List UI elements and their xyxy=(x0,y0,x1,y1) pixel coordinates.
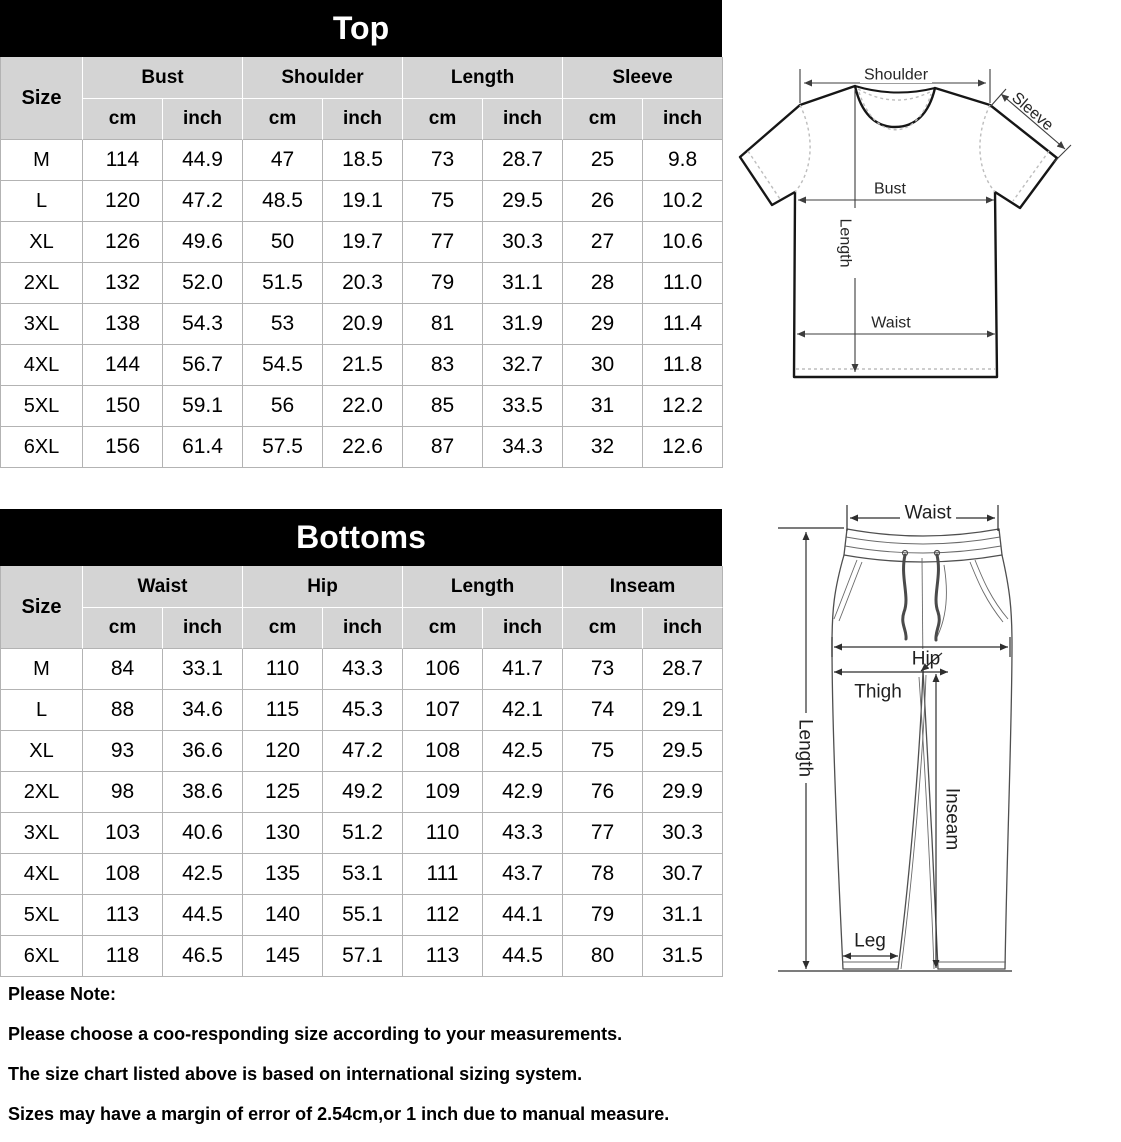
note-line-1: Please choose a coo-responding size according to your measurements. xyxy=(8,1024,623,1044)
waist-dimension xyxy=(847,502,998,531)
value-cell: 110 xyxy=(243,649,323,690)
note-line-3: Sizes may have a margin of error of 2.54cm,or 1 inch due to manual measure. xyxy=(8,1104,670,1124)
unit-header-row xyxy=(1,99,723,140)
measure-group-header: Hip xyxy=(243,566,403,608)
unit-header: cm xyxy=(83,608,163,649)
value-cell: 48.5 xyxy=(243,181,323,222)
value-cell: 20.3 xyxy=(323,263,403,304)
value-cell: 26 xyxy=(563,181,643,222)
unit-header: cm xyxy=(563,608,643,649)
value-cell: 114 xyxy=(83,140,163,181)
size-cell: 6XL xyxy=(1,427,83,468)
value-cell: 85 xyxy=(403,386,483,427)
value-cell: 130 xyxy=(243,813,323,854)
thigh-dimension xyxy=(834,672,948,703)
value-cell: 57.5 xyxy=(243,427,323,468)
measure-group-header: Length xyxy=(403,57,563,99)
value-cell: 51.5 xyxy=(243,263,323,304)
value-cell: 31.1 xyxy=(643,895,723,936)
value-cell: 52.0 xyxy=(163,263,243,304)
value-cell: 120 xyxy=(243,731,323,772)
value-cell: 59.1 xyxy=(163,386,243,427)
size-cell: M xyxy=(1,649,83,690)
value-cell: 51.2 xyxy=(323,813,403,854)
value-cell: 73 xyxy=(563,649,643,690)
value-cell: 43.3 xyxy=(323,649,403,690)
value-cell: 22.6 xyxy=(323,427,403,468)
value-cell: 28 xyxy=(563,263,643,304)
value-cell: 31 xyxy=(563,386,643,427)
value-cell: 38.6 xyxy=(163,772,243,813)
value-cell: 47.2 xyxy=(323,731,403,772)
bottoms-size-table xyxy=(0,509,722,977)
value-cell: 113 xyxy=(403,936,483,977)
size-cell: 4XL xyxy=(1,854,83,895)
size-cell: 4XL xyxy=(1,345,83,386)
value-cell: 21.5 xyxy=(323,345,403,386)
value-cell: 49.6 xyxy=(163,222,243,263)
value-cell: 76 xyxy=(563,772,643,813)
value-cell: 74 xyxy=(563,690,643,731)
table-row xyxy=(1,649,723,690)
tshirt-measurement-diagram xyxy=(720,50,1090,390)
hip-dimension xyxy=(832,637,1010,671)
value-cell: 57.1 xyxy=(323,936,403,977)
measure-group-header: Waist xyxy=(83,566,243,608)
value-cell: 125 xyxy=(243,772,323,813)
unit-header: inch xyxy=(643,608,723,649)
unit-header: inch xyxy=(483,99,563,140)
value-cell: 138 xyxy=(83,304,163,345)
unit-header-row xyxy=(1,608,723,649)
value-cell: 32.7 xyxy=(483,345,563,386)
measure-group-header: Shoulder xyxy=(243,57,403,99)
value-cell: 132 xyxy=(83,263,163,304)
size-column-header: Size xyxy=(1,57,83,140)
value-cell: 103 xyxy=(83,813,163,854)
value-cell: 44.9 xyxy=(163,140,243,181)
unit-header: inch xyxy=(323,608,403,649)
value-cell: 28.7 xyxy=(643,649,723,690)
value-cell: 29 xyxy=(563,304,643,345)
value-cell: 75 xyxy=(403,181,483,222)
value-cell: 25 xyxy=(563,140,643,181)
value-cell: 107 xyxy=(403,690,483,731)
value-cell: 29.9 xyxy=(643,772,723,813)
size-cell: M xyxy=(1,140,83,181)
value-cell: 41.7 xyxy=(483,649,563,690)
unit-header: inch xyxy=(643,99,723,140)
value-cell: 144 xyxy=(83,345,163,386)
value-cell: 93 xyxy=(83,731,163,772)
table-row xyxy=(1,690,723,731)
bottoms-table-grid xyxy=(0,566,723,977)
pants-pockets xyxy=(834,560,1008,622)
value-cell: 108 xyxy=(403,731,483,772)
inseam-label: Inseam xyxy=(941,787,963,851)
value-cell: 31.5 xyxy=(643,936,723,977)
value-cell: 115 xyxy=(243,690,323,731)
size-column-header: Size xyxy=(1,566,83,649)
value-cell: 83 xyxy=(403,345,483,386)
value-cell: 109 xyxy=(403,772,483,813)
top-table-title: Top xyxy=(0,0,722,57)
value-cell: 29.1 xyxy=(643,690,723,731)
value-cell: 12.6 xyxy=(643,427,723,468)
value-cell: 54.3 xyxy=(163,304,243,345)
size-cell: 5XL xyxy=(1,895,83,936)
value-cell: 112 xyxy=(403,895,483,936)
top-table-grid xyxy=(0,57,723,468)
waist-label: Waist xyxy=(904,502,952,524)
value-cell: 113 xyxy=(83,895,163,936)
size-cell: 3XL xyxy=(1,813,83,854)
value-cell: 79 xyxy=(563,895,643,936)
table-row xyxy=(1,345,723,386)
value-cell: 49.2 xyxy=(323,772,403,813)
value-cell: 12.2 xyxy=(643,386,723,427)
unit-header: inch xyxy=(163,608,243,649)
value-cell: 56 xyxy=(243,386,323,427)
value-cell: 55.1 xyxy=(323,895,403,936)
value-cell: 34.6 xyxy=(163,690,243,731)
value-cell: 44.5 xyxy=(483,936,563,977)
size-cell: 2XL xyxy=(1,263,83,304)
size-cell: XL xyxy=(1,731,83,772)
leg-dimension xyxy=(843,930,898,956)
notes-heading: Please Note: xyxy=(8,984,117,1004)
table-row xyxy=(1,222,723,263)
value-cell: 40.6 xyxy=(163,813,243,854)
value-cell: 156 xyxy=(83,427,163,468)
value-cell: 56.7 xyxy=(163,345,243,386)
pants-measurement-diagram xyxy=(720,495,1120,995)
unit-header: inch xyxy=(163,99,243,140)
value-cell: 84 xyxy=(83,649,163,690)
value-cell: 61.4 xyxy=(163,427,243,468)
notes-section xyxy=(8,982,768,1142)
value-cell: 135 xyxy=(243,854,323,895)
value-cell: 54.5 xyxy=(243,345,323,386)
unit-header: cm xyxy=(403,99,483,140)
value-cell: 30.3 xyxy=(643,813,723,854)
table-row xyxy=(1,386,723,427)
value-cell: 27 xyxy=(563,222,643,263)
value-cell: 43.3 xyxy=(483,813,563,854)
value-cell: 120 xyxy=(83,181,163,222)
value-cell: 10.2 xyxy=(643,181,723,222)
value-cell: 78 xyxy=(563,854,643,895)
value-cell: 11.0 xyxy=(643,263,723,304)
value-cell: 45.3 xyxy=(323,690,403,731)
value-cell: 98 xyxy=(83,772,163,813)
top-size-table xyxy=(0,0,722,468)
unit-header: cm xyxy=(403,608,483,649)
value-cell: 126 xyxy=(83,222,163,263)
size-cell: L xyxy=(1,181,83,222)
value-cell: 43.7 xyxy=(483,854,563,895)
value-cell: 108 xyxy=(83,854,163,895)
pants-drawstring xyxy=(903,551,940,641)
table-row xyxy=(1,181,723,222)
value-cell: 73 xyxy=(403,140,483,181)
value-cell: 20.9 xyxy=(323,304,403,345)
table-row xyxy=(1,895,723,936)
value-cell: 87 xyxy=(403,427,483,468)
waist-label: Waist xyxy=(871,314,911,332)
value-cell: 42.9 xyxy=(483,772,563,813)
value-cell: 30 xyxy=(563,345,643,386)
note-line-2: The size chart listed above is based on international sizing system. xyxy=(8,1064,583,1084)
table-row xyxy=(1,731,723,772)
value-cell: 11.8 xyxy=(643,345,723,386)
measure-group-header: Length xyxy=(403,566,563,608)
value-cell: 77 xyxy=(403,222,483,263)
value-cell: 47.2 xyxy=(163,181,243,222)
unit-header: cm xyxy=(243,99,323,140)
measure-header-row xyxy=(1,566,723,608)
measure-group-header: Bust xyxy=(83,57,243,99)
table-row xyxy=(1,304,723,345)
leg-label: Leg xyxy=(854,930,886,952)
length-dimension xyxy=(794,532,815,969)
value-cell: 79 xyxy=(403,263,483,304)
value-cell: 31.1 xyxy=(483,263,563,304)
length-label: Length xyxy=(836,218,854,268)
value-cell: 145 xyxy=(243,936,323,977)
value-cell: 118 xyxy=(83,936,163,977)
table-row xyxy=(1,263,723,304)
length-label: Length xyxy=(794,718,816,778)
table-row xyxy=(1,813,723,854)
thigh-label: Thigh xyxy=(854,681,902,703)
value-cell: 11.4 xyxy=(643,304,723,345)
value-cell: 42.1 xyxy=(483,690,563,731)
sleeve-label: Sleeve xyxy=(1008,89,1057,135)
value-cell: 10.6 xyxy=(643,222,723,263)
value-cell: 29.5 xyxy=(483,181,563,222)
value-cell: 22.0 xyxy=(323,386,403,427)
unit-header: cm xyxy=(563,99,643,140)
unit-header: cm xyxy=(83,99,163,140)
value-cell: 36.6 xyxy=(163,731,243,772)
value-cell: 19.7 xyxy=(323,222,403,263)
value-cell: 19.1 xyxy=(323,181,403,222)
value-cell: 81 xyxy=(403,304,483,345)
value-cell: 30.7 xyxy=(643,854,723,895)
value-cell: 32 xyxy=(563,427,643,468)
value-cell: 18.5 xyxy=(323,140,403,181)
value-cell: 44.1 xyxy=(483,895,563,936)
value-cell: 88 xyxy=(83,690,163,731)
value-cell: 44.5 xyxy=(163,895,243,936)
measure-group-header: Sleeve xyxy=(563,57,723,99)
value-cell: 140 xyxy=(243,895,323,936)
table-row xyxy=(1,854,723,895)
size-cell: XL xyxy=(1,222,83,263)
value-cell: 34.3 xyxy=(483,427,563,468)
unit-header: inch xyxy=(483,608,563,649)
value-cell: 29.5 xyxy=(643,731,723,772)
inseam-dimension xyxy=(936,674,962,968)
value-cell: 42.5 xyxy=(163,854,243,895)
value-cell: 110 xyxy=(403,813,483,854)
size-cell: 2XL xyxy=(1,772,83,813)
measure-group-header: Inseam xyxy=(563,566,723,608)
value-cell: 33.5 xyxy=(483,386,563,427)
tshirt-outline xyxy=(740,86,1057,377)
value-cell: 111 xyxy=(403,854,483,895)
table-row xyxy=(1,427,723,468)
value-cell: 80 xyxy=(563,936,643,977)
unit-header: inch xyxy=(323,99,403,140)
value-cell: 53 xyxy=(243,304,323,345)
unit-header: cm xyxy=(243,608,323,649)
value-cell: 33.1 xyxy=(163,649,243,690)
value-cell: 106 xyxy=(403,649,483,690)
value-cell: 31.9 xyxy=(483,304,563,345)
value-cell: 28.7 xyxy=(483,140,563,181)
value-cell: 42.5 xyxy=(483,731,563,772)
value-cell: 77 xyxy=(563,813,643,854)
value-cell: 150 xyxy=(83,386,163,427)
measure-header-row xyxy=(1,57,723,99)
value-cell: 75 xyxy=(563,731,643,772)
bottoms-table-title: Bottoms xyxy=(0,509,722,566)
value-cell: 50 xyxy=(243,222,323,263)
value-cell: 46.5 xyxy=(163,936,243,977)
hip-label: Hip xyxy=(911,648,941,670)
size-cell: 3XL xyxy=(1,304,83,345)
size-cell: L xyxy=(1,690,83,731)
size-cell: 6XL xyxy=(1,936,83,977)
table-row xyxy=(1,936,723,977)
value-cell: 9.8 xyxy=(643,140,723,181)
shoulder-label: Shoulder xyxy=(863,66,929,84)
value-cell: 30.3 xyxy=(483,222,563,263)
value-cell: 47 xyxy=(243,140,323,181)
bust-label: Bust xyxy=(873,180,907,198)
size-cell: 5XL xyxy=(1,386,83,427)
table-row xyxy=(1,140,723,181)
table-row xyxy=(1,772,723,813)
value-cell: 53.1 xyxy=(323,854,403,895)
